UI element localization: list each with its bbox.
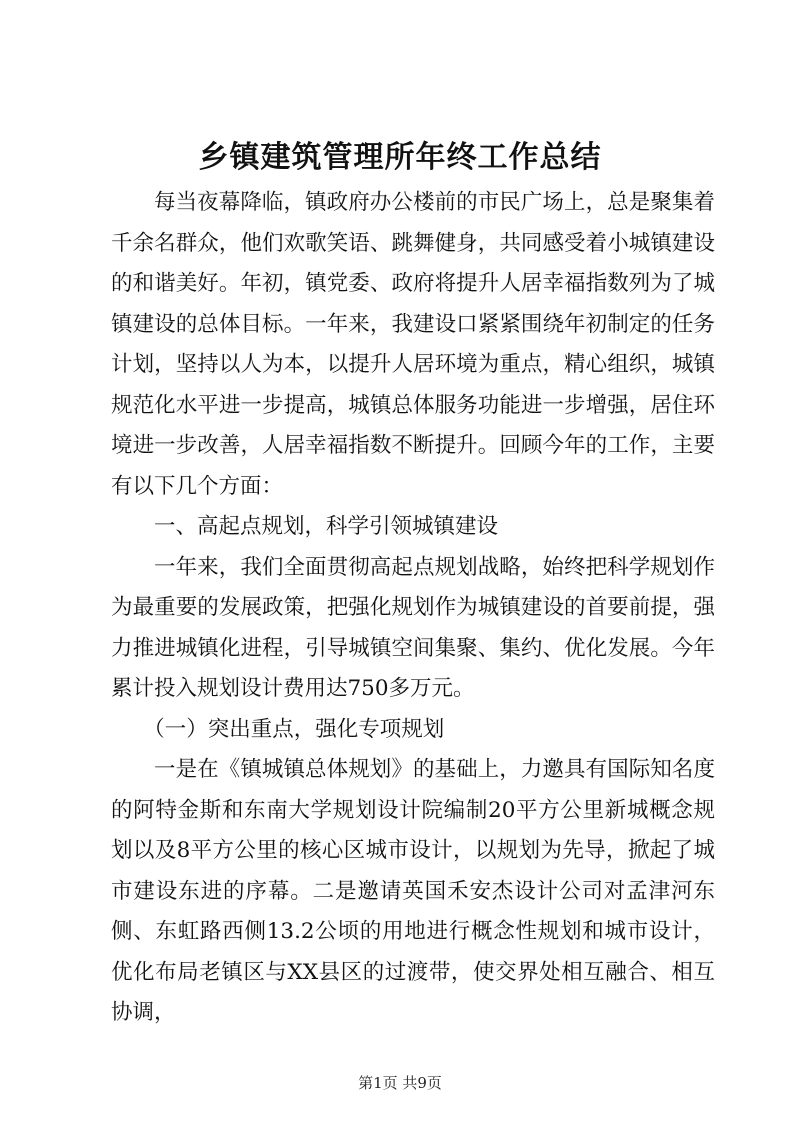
subsection-1-paragraph: 一是在《镇城镇总体规划》的基础上，力邀具有国际知名度的阿特金斯和东南大学规划设计院编制20平方公里新城概念规划以及8平方公里的核心区城市设计，以规划为先导，掀起了城市建设东进的序幕。二是邀请英国禾安杰设计公司对孟津河东侧、东虹路西侧13.2公顷的用地进行概念性规划和城市设计，优化布局老镇区与XX县区的过渡带，使交界处相互融合、相互协调，	[111, 757, 715, 1025]
section-1-paragraph: 一年来，我们全面贯彻高起点规划战略，始终把科学规划作为最重要的发展政策，把强化规划作为城镇建设的首要前提，强力推进城镇化进程，引导城镇空间集聚、集约、优化发展。今年累计投入规划设计费用达750多万元。	[111, 554, 715, 701]
section-heading-1: 一、高起点规划，科学引领城镇建设	[154, 514, 499, 539]
subsection-heading-1: （一）突出重点，强化专项规划	[143, 716, 445, 742]
document-title: 乡镇建筑管理所年终工作总结	[198, 140, 602, 175]
document-body	[111, 183, 715, 1034]
intro-paragraph: 每当夜幕降临，镇政府办公楼前的市民广场上，总是聚集着千余名群众，他们欢歌笑语、跳舞健身，共同感受着小城镇建设的和谐美好。年初，镇党委、政府将提升人居幸福指数列为了城镇建设的总体目标。一年来，我建设口紧紧围绕年初制定的任务计划，坚持以人为本，以提升人居环境为重点，精心组织，城镇规范化水平进一步提高，城镇总体服务功能进一步增强，居住环境进一步改善，人居幸福指数不断提升。回顾今年的工作，主要有以下几个方面：	[111, 190, 715, 499]
page-footer: 第1页 共9页	[358, 1074, 442, 1092]
